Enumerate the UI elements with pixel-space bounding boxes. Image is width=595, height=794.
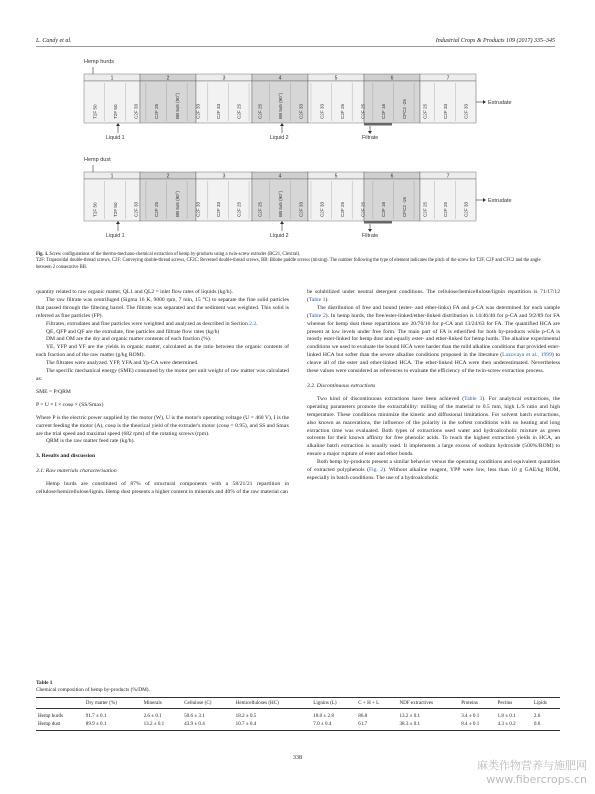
barrel-module bbox=[196, 179, 252, 221]
extrudate-label: Extrudate bbox=[488, 100, 512, 106]
barrel-module bbox=[196, 81, 252, 123]
table-col-header: Dry matter (%) bbox=[84, 698, 142, 709]
composition-table bbox=[36, 697, 560, 731]
barrel-module bbox=[364, 81, 420, 123]
table-cell: 3.4 ± 0.1 bbox=[461, 713, 480, 719]
barrel-module bbox=[308, 179, 364, 221]
paragraph: QRM is the raw matter feed rate (kg/h). bbox=[46, 438, 135, 445]
table-cell: 10.7 ± 0.4 bbox=[234, 720, 312, 731]
table-cell: 4.3 ± 0.2 bbox=[496, 720, 532, 731]
zone-number: 2 bbox=[166, 75, 170, 82]
table-cell: 13.2 ± 0.1 bbox=[399, 713, 421, 719]
table-link[interactable]: Table 1 bbox=[308, 296, 326, 303]
paragraph: The raw filtrate was centrifuged (Sigma 16 K, 9000 rpm, 7 min, 15 °C) to separate the fine solid particles that passed through the filtering barrel. The filtrate was separated and the sediment was weighted. This solid is referred as fine particles (FP). bbox=[36, 296, 289, 319]
screw-element-label: C2F 25 bbox=[339, 103, 345, 119]
liquid-inlet-arrowhead bbox=[116, 221, 120, 224]
table-cell: 2.6 bbox=[533, 713, 541, 719]
zone-number: 5 bbox=[334, 75, 338, 82]
table-cell: 7.0 ± 0.4 bbox=[311, 720, 356, 731]
liquid-label: Liquid 2 bbox=[270, 135, 289, 141]
table-cell: 38.3 ± 0.1 bbox=[397, 720, 459, 731]
watermark-text: 麻类作物营养与施肥网 bbox=[477, 759, 587, 772]
screw-element-label: C2F 25 bbox=[339, 201, 345, 217]
screw-element-label: C2F 25 bbox=[154, 201, 160, 217]
equation-sme: SME = P/QRM bbox=[36, 388, 71, 395]
screw-element-label: C2F 25 bbox=[236, 201, 242, 217]
filtrate-label: Filtrate bbox=[362, 233, 379, 239]
paragraph: QE, QFP and QF are the extrudate, fine particles and filtrate flow rates (kg/h) bbox=[46, 328, 220, 335]
figure-link[interactable]: Fig. 2 bbox=[369, 467, 384, 474]
table-col-header: Hemicelluloses (HC) bbox=[234, 698, 312, 709]
screw-element-label: C2F 25 bbox=[443, 201, 449, 217]
table-link[interactable]: Table 2 bbox=[308, 312, 326, 319]
screw-element-label: C2F 33 bbox=[216, 103, 222, 119]
zone-number: 2 bbox=[166, 173, 170, 180]
barrel-module bbox=[364, 179, 420, 221]
table-col-header: Pectins bbox=[496, 698, 532, 709]
zone-number: 5 bbox=[334, 173, 338, 180]
liquid-label: Liquid 2 bbox=[270, 233, 289, 239]
screw-element-label: C2F 33 bbox=[133, 201, 139, 217]
citation-link[interactable]: Lozovaya et al., 1999 bbox=[502, 352, 552, 359]
watermark-url: www.fibercrops.cn bbox=[486, 773, 587, 786]
zone-number: 6 bbox=[390, 173, 394, 180]
caption-label: Fig. 1. bbox=[36, 252, 49, 257]
table-row bbox=[36, 709, 560, 721]
screw-element-label: BB 5x5 (90°) bbox=[278, 92, 283, 119]
liquid-inlet-arrowhead bbox=[280, 221, 284, 224]
zone-number: 3 bbox=[222, 75, 226, 82]
table-cell: 2.6 ± 0.1 bbox=[143, 713, 162, 719]
paragraph: be solubilized under neutral detergent conditions. The cellulose/hemicellulose/lignin repartition is 71/17/12 (Table 1). bbox=[307, 289, 560, 303]
table-cell: 18.2 ± 0.5 bbox=[235, 713, 257, 719]
table-cell: 61.7 bbox=[356, 720, 397, 731]
paragraph: The specific mechanical energy (SME) consumed by the motor per unit weight of raw matter was calculated as: bbox=[36, 368, 289, 382]
screw-element-label: CFC2 -25 bbox=[401, 99, 407, 119]
filter-module bbox=[364, 221, 392, 224]
table-col-header: Cellulose (C) bbox=[182, 698, 234, 709]
paragraph: YE, YFP and YF are the yields in organic matter, calculated as the ratio between the organic contents of each fraction and of the raw matter (g/kg ROM). bbox=[36, 344, 289, 359]
screw-element-label: T2F 50 bbox=[92, 104, 98, 119]
figure-caption bbox=[36, 252, 556, 271]
screw-element-label: C2F 33 bbox=[195, 201, 201, 217]
zone-number: 7 bbox=[446, 75, 450, 82]
subsection-heading: 3.1. Raw materials characterisation bbox=[36, 468, 117, 475]
screw-element-label: C2F 33 bbox=[463, 201, 469, 217]
screw-element-label: T2F 50 bbox=[112, 202, 118, 217]
zone-number: 4 bbox=[278, 75, 282, 82]
table-col-header: Lignins (L) bbox=[311, 698, 356, 709]
filtrate-arrowhead bbox=[368, 229, 372, 232]
paragraph: Two kind of discontinuous extractions have been achieved (Table 3). For analytical extractions, the operating parameters promote the extractability: milling of the material to 0.5 mm, high L/S ratio and high temperature. These conditions minimize the kinetic and diffusional limitations. For solvent batch extractions, also known as macerations, the influence of the polarity in the softest conditions with no heating and long extraction time was evaluated. Both types of extractions used water and hydroalcoholic mixture as green solvents for their known affinity for free phenolic acids. To reach the highest extraction yields in HCA, an alkaline batch extraction is usually used. It implements a large excess of sodium hydroxide (500%/ROM) to ensure a major rupture of ester and ether bonds. bbox=[307, 395, 560, 458]
paragraph: The distribution of free and bound (ester- and ether-links) FA and p-CA was determined for each sample (Table 2). In hemp hurds, the free/ester-linked/ether-linked distribution is 14/46/40 for p-CA and 9/2/89 for FA whereas for hemp dust these repartitions are 20/70/10 for p-CA and 13/24/63 for FA. The quantified HCA are present at low levels under free form. The main part of FA is etherified for both by-products while p-CA is mostly ester-linked for hemp dust and equally ester- and ether-linked for hemp hurds. The alkaline experimental conditions we used to evaluate the bound HCA were harder than the mild alkaline conditions that provided ester-linked HCA but softer than the severe alkaline conditions proposed in the literature (Lozovaya et al., 1999) to cleave all of the ester and ether-linked HCA. The ether-linked HCA were then underestimated. Nevertheless these values were considered as references to evaluate the efficiency of the twin-screw extraction process. bbox=[307, 304, 561, 375]
equation-power: P = U × I × cosφ × (SS/Smax) bbox=[36, 401, 104, 408]
page-number: 338 bbox=[293, 755, 302, 761]
barrel-module bbox=[140, 179, 196, 221]
screw-element-label: C2F 33 bbox=[216, 201, 222, 217]
table-header-row bbox=[36, 698, 560, 709]
screw-element-label: C2F 16 bbox=[381, 103, 387, 119]
liquid-inlet-arrowhead bbox=[116, 123, 120, 126]
screw-element-label: BB 5x5 (90°) bbox=[174, 190, 180, 217]
screw-element-label: C2F 25 bbox=[154, 103, 160, 119]
screw-element-label: T2F 50 bbox=[112, 104, 118, 119]
table-caption: Chemical composition of hemp by-products (%/DM). bbox=[36, 687, 150, 693]
paragraph: DM and OM are the dry and organic matter contents of each fraction (%). bbox=[46, 336, 212, 343]
liquid-label: Liquid 1 bbox=[106, 233, 125, 239]
zone-number: 3 bbox=[222, 173, 226, 180]
table-cell: 0.6 bbox=[532, 720, 560, 731]
zone-number: 6 bbox=[390, 75, 394, 82]
filtrate-label: Filtrate bbox=[362, 135, 379, 141]
running-header-journal: Industrial Crops & Products 109 (2017) 335–345 bbox=[435, 38, 555, 44]
table-cell: 43.9 ± 0.4 bbox=[182, 720, 234, 731]
table-label: Table 1 bbox=[36, 680, 53, 686]
paragraph: Hemp hurds are constituted of 87% of structural components with a 58/21/21 repartition in cellulose/hemicellulose/lignin. Hemp dust presents a higher content in minerals and 40% of the raw material can bbox=[36, 481, 289, 496]
paragraph: The filtrates were analyzed. YFP, YFA and Yp-CA were determined. bbox=[46, 360, 199, 367]
screw-element-label: BB 5x5 (90°) bbox=[174, 92, 180, 119]
right-column bbox=[307, 289, 560, 483]
screw-element-label: C2F 33 bbox=[298, 103, 304, 119]
left-column bbox=[36, 289, 289, 497]
extrudate-arrowhead bbox=[483, 100, 486, 104]
screw-element-label: C2F 33 bbox=[463, 103, 469, 119]
panel-label: Hemp dust bbox=[84, 157, 111, 163]
table-cell: Hemp dust bbox=[36, 720, 84, 731]
section-link[interactable]: 2.2 bbox=[249, 320, 257, 327]
screw-element-label: C2F 33 bbox=[319, 103, 325, 119]
zone-number: 1 bbox=[110, 75, 114, 82]
extrudate-arrowhead bbox=[483, 198, 486, 202]
barrel-module bbox=[140, 81, 196, 123]
table-cell: 50.6 ± 3.1 bbox=[184, 713, 205, 719]
paragraph: Both hemp by-products present a similar behavior versus the operating conditions and equivalent quantities of extracted polyphenols (Fig. 2). Without alkaline reagent, YPP were low, less than 10 g GAE/kg ROM, especially in batch conditions. The use of a hydroalcoholic bbox=[307, 459, 561, 481]
caption-body: T2F: Trapezoidal double-thread screws, C2F: Conveying double-thread screws, CF2C: Reversed double-thread screws, BB: Bilobe paddle screws (mixing). The number following the type of element indicates the pitch of the screw for T2F, C2F and CFC2 and the angle between 2 consecutive BB. bbox=[36, 258, 541, 270]
table-col-header: Minerals bbox=[142, 698, 183, 709]
caption-title: Screw configurations of the thermo-mechano-chemical extraction of hemp by-products using a twin-screw extruder (BC21, Clextral). bbox=[49, 252, 301, 257]
zone-number: 1 bbox=[110, 173, 114, 180]
screw-element-label: C2F 25 bbox=[257, 103, 263, 119]
extrudate-label: Extrudate bbox=[488, 198, 512, 204]
table-cell: 89.9 ± 0.1 bbox=[84, 720, 142, 731]
table-link[interactable]: Table 3 bbox=[464, 395, 483, 402]
screw-configuration-figure bbox=[0, 0, 595, 250]
screw-element-label: C2F 33 bbox=[319, 201, 325, 217]
table-row bbox=[36, 720, 560, 731]
screw-element-label: C2F 16 bbox=[381, 201, 387, 217]
table-col-header: NDF extractives bbox=[397, 698, 459, 709]
running-header-authors: L. Candy et al. bbox=[36, 38, 72, 44]
paragraph: quantity related to raw organic matter, QL1 and QL2 = inlet flow rates of liquids (kg/h). bbox=[36, 289, 233, 295]
screw-element-label: C2F 33 bbox=[298, 201, 304, 217]
screw-element-label: C2F 25 bbox=[422, 103, 428, 119]
screw-element-label: C2F 25 bbox=[360, 201, 366, 217]
screw-element-label: C2F 25 bbox=[257, 201, 263, 217]
table-col-header bbox=[36, 698, 84, 709]
screw-element-label: C2F 25 bbox=[236, 103, 242, 119]
zone-number: 4 bbox=[278, 173, 282, 180]
screw-element-label: C2F 25 bbox=[422, 201, 428, 217]
barrel-module bbox=[308, 81, 364, 123]
table-cell: Hemp hurds bbox=[38, 713, 64, 719]
screw-element-label: C2F 33 bbox=[443, 103, 449, 119]
zone-number: 7 bbox=[446, 173, 450, 180]
subsection-heading: 3.2. Discontinuous extractions bbox=[307, 382, 376, 389]
table-cell: 1.8 ± 0.1 bbox=[497, 713, 516, 719]
screw-element-label: C2F 25 bbox=[360, 103, 366, 119]
screw-element-label: C2F 33 bbox=[133, 103, 139, 119]
paragraph: Where P is the electric power supplied by the motor (W), U is the motor's operating voltage (U = 460 V), I is the current feeding the motor (A), cosφ is the theorical yield of the extruder's motor (cosφ = 0.95), and SS and Smax are the trial speed and maximal speed (682 rpm) of the rotating screws (rpm). bbox=[36, 414, 289, 437]
section-heading: 3. Results and discussion bbox=[36, 453, 96, 460]
table-col-header: Proteins bbox=[459, 698, 495, 709]
panel-label: Hemp hurds bbox=[84, 59, 114, 65]
filtrate-arrowhead bbox=[368, 131, 372, 134]
table-title bbox=[36, 680, 150, 694]
table-cell: 86.8 bbox=[358, 713, 368, 719]
table-cell: 18.0 ± 2.8 bbox=[313, 713, 334, 719]
liquid-inlet-arrowhead bbox=[280, 123, 284, 126]
liquid-label: Liquid 1 bbox=[106, 135, 125, 141]
screw-element-label: C2F 33 bbox=[195, 103, 201, 119]
screw-element-label: T2F 50 bbox=[92, 202, 98, 217]
watermark bbox=[477, 757, 587, 786]
filter-module bbox=[364, 123, 392, 126]
paragraph: Filtrates, extrudates and fine particles were weighted and analyzed as described in Section 2.2. bbox=[46, 320, 258, 327]
table-col-header: Lipids bbox=[532, 698, 560, 709]
table-cell: 13.2 ± 0.1 bbox=[142, 720, 183, 731]
table-cell: 91.7 ± 0.1 bbox=[85, 713, 107, 719]
screw-element-label: CFC2 -16 bbox=[401, 197, 407, 217]
screw-element-label: BB 5x5 (90°) bbox=[278, 190, 283, 217]
table-cell: 8.4 ± 0.1 bbox=[459, 720, 495, 731]
table-col-header: C + H + L bbox=[356, 698, 397, 709]
